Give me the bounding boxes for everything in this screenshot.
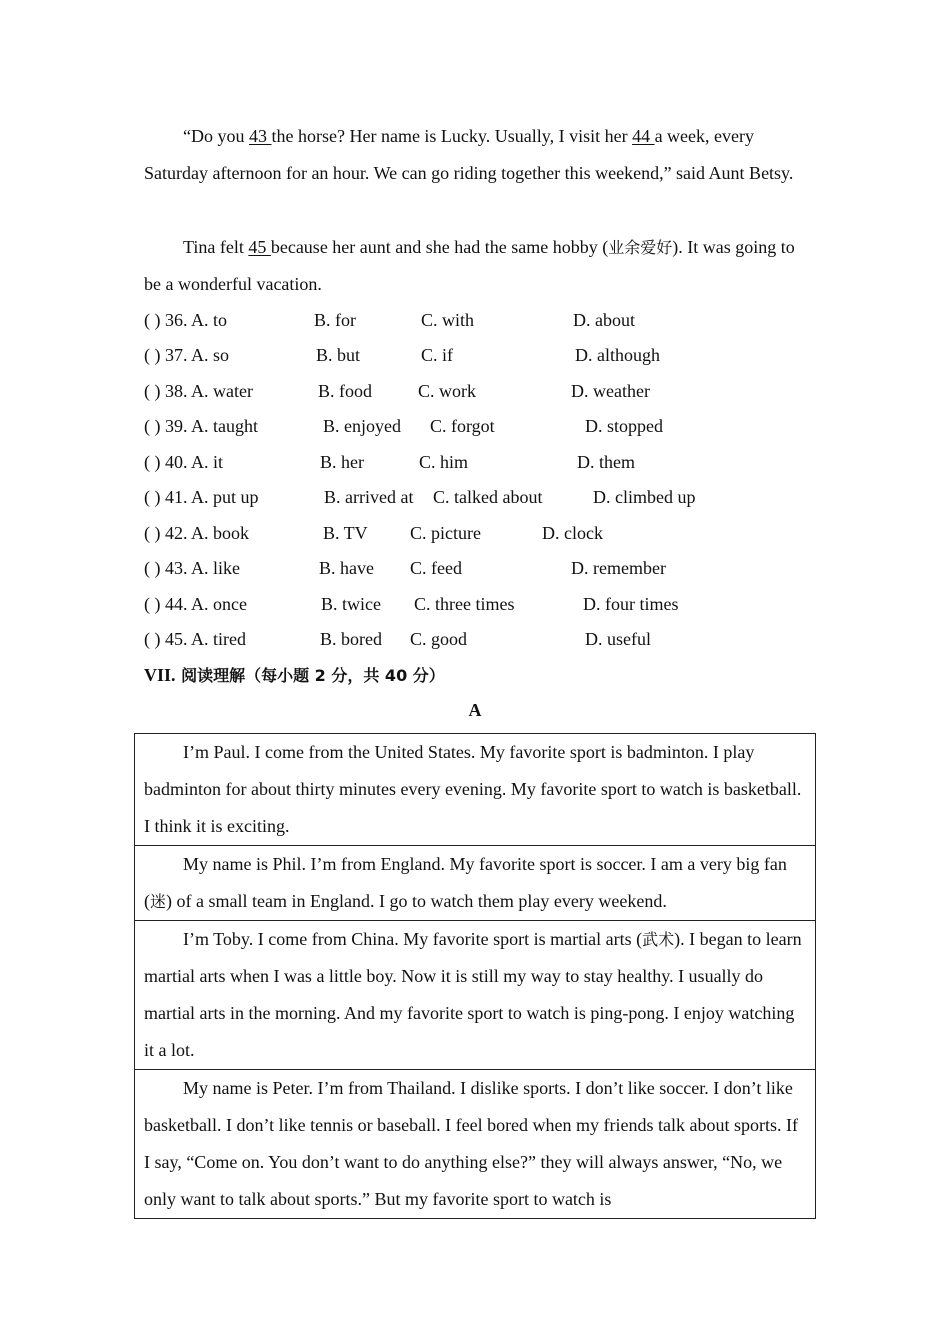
blank-44: 44 [632,126,655,146]
question-39-option-a: ( ) 39. A. taught [144,416,258,436]
question-41-option-d: D. climbed up [593,487,696,507]
question-39-option-c: C. forgot [430,416,495,436]
question-37-option-d: D. although [575,345,660,365]
question-40-option-c: C. him [419,452,469,472]
phil-text: ) of a small team in England. I go to watch them play every weekend. [166,891,667,911]
question-39-option-d: D. stopped [585,416,663,436]
question-40-option-a: ( ) 40. A. it [144,452,223,472]
passage-text: Tina felt [183,237,249,257]
table-row-paul [135,734,815,846]
question-41-option-b: B. arrived at [324,487,414,507]
question-41-option-a: ( ) 41. A. put up [144,487,259,507]
question-43-option-c: C. feed [410,558,462,578]
passage-text: ). It was going to be a wonderful vacation. [144,237,795,294]
question-38-option-d: D. weather [571,381,650,401]
question-44-option-d: D. four times [583,594,679,614]
question-41-option-c: C. talked about [433,487,543,507]
question-44-option-c: C. three times [414,594,515,614]
section-heading [144,663,445,686]
question-37-option-b: B. but [316,345,361,365]
toby-text: I’m Toby. I come from China. My favorite sport is martial arts ( [183,929,643,949]
question-44-option-a: ( ) 44. A. once [144,594,247,614]
question-42-option-d: D. clock [542,523,603,543]
part-label: A [468,700,482,720]
question-40-option-d: D. them [577,452,635,472]
table-row-peter [135,1070,815,1218]
section-number: VII. [144,665,176,685]
question-37-option-c: C. if [421,345,454,365]
toby-text: ). I began to learn martial arts when I was a little boy. Now it is still my way to stay healthy. I usually do martial arts in the morning. And my favorite sport to watch is ping-pong. I enjoy watching it a lot. [144,929,802,1060]
peter-text: My name is Peter. I’m from Thailand. I dislike sports. I don’t like soccer. I don’t like basketball. I don’t like tennis or baseball. I feel bored when my friends talk about sports. If I say, “Come on. You don’t want to do anything else?” they will always answer, “No, we only want to talk about sports.” But my favorite sport to watch is [144,1078,798,1209]
blank-45: 45 [248,237,271,257]
question-38-option-a: ( ) 38. A. water [144,381,253,401]
passage-text: “Do you [183,126,249,146]
reading-table [134,733,816,1219]
question-43-option-b: B. have [319,558,374,578]
question-43-option-a: ( ) 43. A. like [144,558,240,578]
paul-text: I’m Paul. I come from the United States. My favorite sport is badminton. I play badminton for about thirty minutes every evening. My favorite sport to watch is basketball. I think it is exciting. [144,742,802,836]
question-36-option-c: C. with [421,310,475,330]
question-42-option-b: B. TV [323,523,368,543]
question-42-option-c: C. picture [410,523,481,543]
phil-text: My name is Phil. I’m from England. My favorite sport is soccer. I am a very big fan ( [144,854,787,911]
question-38-option-c: C. work [418,381,476,401]
phil-text-cn: 迷 [150,892,167,911]
toby-text-cn: 武术 [642,930,675,949]
question-44-option-b: B. twice [321,594,381,614]
question-38-option-b: B. food [318,381,372,401]
passage-text-cn: 业余爱好 [608,238,673,257]
blank-43: 43 [249,126,272,146]
question-37-option-a: ( ) 37. A. so [144,345,229,365]
passage-paragraph-1 [144,118,808,192]
passage-text: the horse? Her name is Lucky. Usually, I visit her [271,126,633,146]
question-43-option-d: D. remember [571,558,666,578]
passage-text: because her aunt and she had the same hobby ( [270,237,609,257]
section-title: 阅读理解（每小题 2 分，共 40 分） [175,666,445,685]
question-39-option-b: B. enjoyed [323,416,401,436]
question-36-option-a: ( ) 36. A. to [144,310,227,330]
question-45-option-c: C. good [410,629,468,649]
table-row-phil [135,846,815,921]
question-42-option-a: ( ) 42. A. book [144,523,249,543]
table-row-toby [135,921,815,1070]
passage-paragraph-2 [144,229,808,303]
question-45-option-d: D. useful [585,629,651,649]
question-45-option-a: ( ) 45. A. tired [144,629,246,649]
passage-text: a week, every Saturday afternoon for an hour. We can go riding together this weekend,” said Aunt Betsy. [144,126,794,183]
question-40-option-b: B. her [320,452,364,472]
question-36-option-d: D. about [573,310,635,330]
question-45-option-b: B. bored [320,629,382,649]
question-36-option-b: B. for [314,310,356,330]
